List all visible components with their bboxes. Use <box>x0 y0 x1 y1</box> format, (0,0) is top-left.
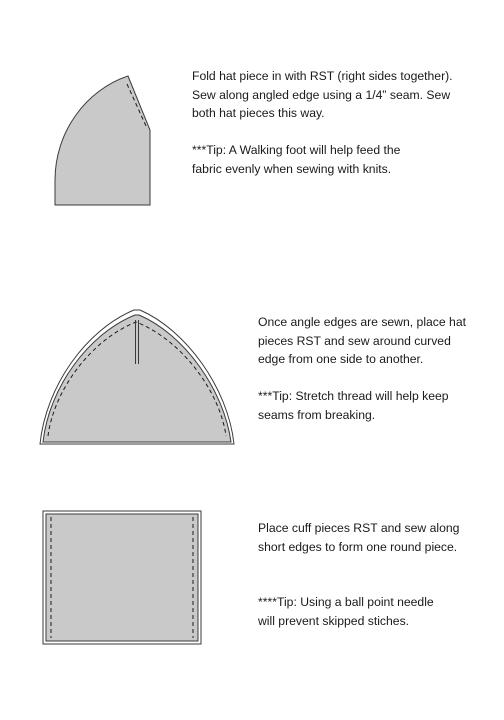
step-3-text <box>258 519 459 631</box>
tip-line: will prevent skipped stiches. <box>258 613 410 628</box>
tip-line: ***Tip: Stretch thread will help keep <box>258 389 449 404</box>
folded-hat-piece-illustration <box>48 70 158 210</box>
tip-line: ***Tip: A Walking foot will help feed the <box>192 143 401 158</box>
instruction-line: Place cuff pieces RST and sew along <box>258 521 460 535</box>
instruction-line: Once angle edges are sewn, place hat <box>258 315 467 329</box>
instruction-line: edge from one side to another. <box>258 352 424 367</box>
tip-line: fabric evenly when sewing with knits. <box>192 161 392 176</box>
instruction-line: both hat pieces this way. <box>192 106 325 121</box>
tip-line: ****Tip: Using a ball point needle <box>258 595 434 610</box>
cuff-piece-illustration <box>40 508 204 648</box>
hat-piece-shape <box>55 76 150 205</box>
step-1-text <box>192 67 453 179</box>
step-2-text <box>258 313 466 425</box>
instruction-line: pieces RST and sew around curved <box>258 333 451 348</box>
tip-line: seams from breaking. <box>258 407 376 422</box>
instruction-line: Sew along angled edge using a 1/4” seam. Sew <box>192 87 451 102</box>
cuff-front-layer <box>46 514 198 641</box>
sewn-hat-dome-illustration <box>36 306 238 448</box>
instruction-line: short edges to form one round piece. <box>258 539 458 554</box>
instruction-line: Fold hat piece in with RST (right sides together). <box>192 69 453 83</box>
